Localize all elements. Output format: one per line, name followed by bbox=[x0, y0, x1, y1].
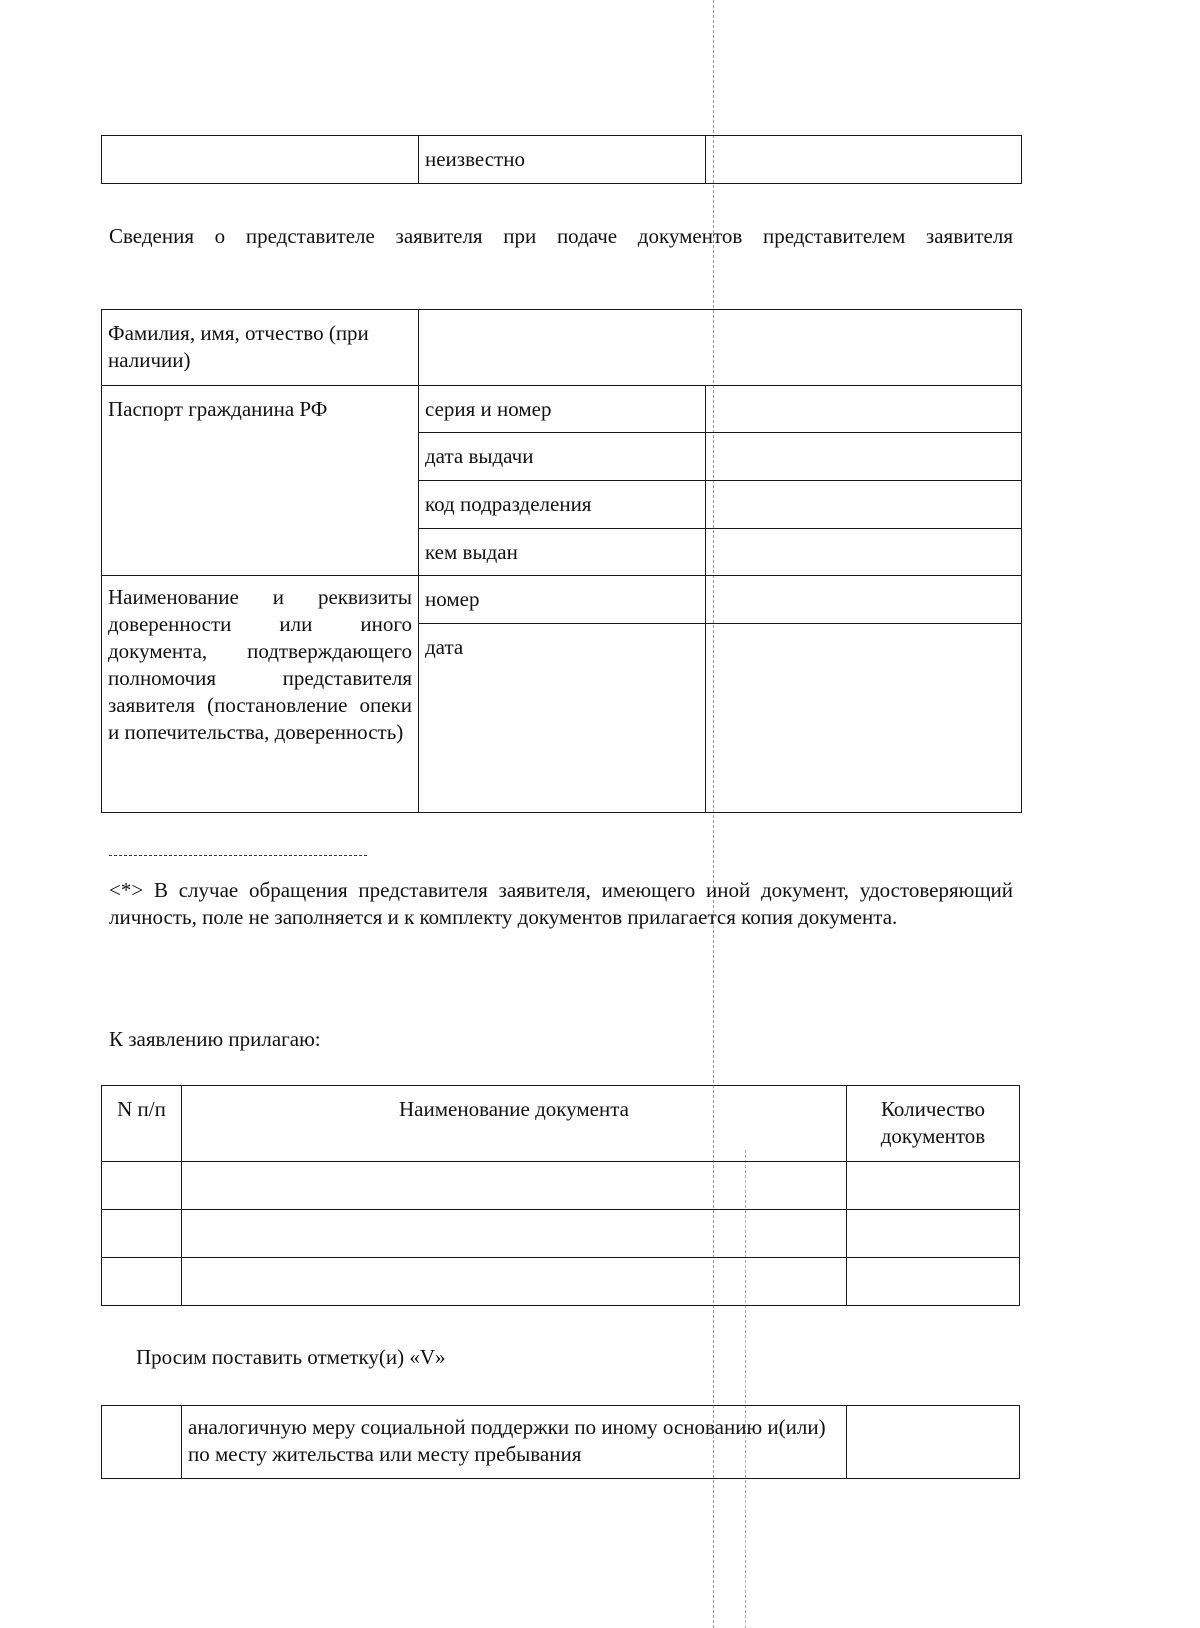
passport-division-code-field[interactable] bbox=[706, 481, 1022, 529]
row-number-field[interactable] bbox=[102, 1210, 182, 1258]
proxy-document-label: Наименование и реквизиты доверенности или иного документа, подтверждающего полномочия представителя заявителя (постановление опеки и попечительства, доверенность) bbox=[102, 576, 419, 813]
mark-heading: Просим поставить отметку(и) «V» bbox=[136, 1345, 446, 1369]
top-table-cell-empty bbox=[102, 136, 419, 184]
passport-series-number-label: серия и номер bbox=[419, 386, 706, 433]
representative-heading: Сведения о представителе заявителя при подаче документов представителем заявителя bbox=[109, 224, 1013, 248]
footnote-separator bbox=[109, 855, 367, 856]
header-number: N п/п bbox=[102, 1086, 182, 1162]
attachments-heading: К заявлению прилагаю: bbox=[109, 1027, 321, 1051]
row-document-count-field[interactable] bbox=[847, 1162, 1020, 1210]
passport-label: Паспорт гражданина РФ bbox=[102, 386, 419, 576]
mark-option-text: аналогичную меру социальной поддержки по иному основанию и(или) по месту жительства или месту пребывания bbox=[182, 1406, 847, 1479]
mark-checkbox-cell[interactable] bbox=[102, 1406, 182, 1479]
proxy-date-field[interactable] bbox=[706, 624, 1022, 813]
row-document-name-field[interactable] bbox=[182, 1210, 847, 1258]
passport-division-code-label: код подразделения bbox=[419, 481, 706, 529]
proxy-number-label: номер bbox=[419, 576, 706, 624]
row-number-field[interactable] bbox=[102, 1258, 182, 1306]
fio-label: Фамилия, имя, отчество (при наличии) bbox=[102, 310, 419, 386]
mark-extra-cell[interactable] bbox=[847, 1406, 1020, 1479]
representative-table bbox=[101, 309, 1022, 813]
table-row bbox=[102, 1162, 1020, 1210]
fio-value-field[interactable] bbox=[419, 310, 1022, 386]
proxy-number-field[interactable] bbox=[706, 576, 1022, 624]
row-document-count-field[interactable] bbox=[847, 1210, 1020, 1258]
row-document-name-field[interactable] bbox=[182, 1162, 847, 1210]
passport-issued-by-label: кем выдан bbox=[419, 529, 706, 576]
row-number-field[interactable] bbox=[102, 1162, 182, 1210]
mark-table bbox=[101, 1405, 1020, 1479]
passport-issue-date-label: дата выдачи bbox=[419, 433, 706, 481]
footnote-text: <*> В случае обращения представителя заявителя, имеющего иной документ, удостоверяющий личность, поле не заполняется и к комплекту документов прилагается копия документа. bbox=[109, 878, 1013, 929]
top-table-cell-unknown: неизвестно bbox=[419, 136, 706, 184]
proxy-date-label: дата bbox=[419, 624, 706, 813]
table-row bbox=[102, 1210, 1020, 1258]
passport-issued-by-field[interactable] bbox=[706, 529, 1022, 576]
passport-issue-date-field[interactable] bbox=[706, 433, 1022, 481]
header-document-count: Количество документов bbox=[847, 1086, 1020, 1162]
row-document-name-field[interactable] bbox=[182, 1258, 847, 1306]
row-document-count-field[interactable] bbox=[847, 1258, 1020, 1306]
top-table bbox=[101, 135, 1022, 184]
attachments-table bbox=[101, 1085, 1020, 1306]
top-table-cell-empty bbox=[706, 136, 1022, 184]
table-row bbox=[102, 1258, 1020, 1306]
passport-series-number-field[interactable] bbox=[706, 386, 1022, 433]
header-document-name: Наименование документа bbox=[182, 1086, 847, 1162]
